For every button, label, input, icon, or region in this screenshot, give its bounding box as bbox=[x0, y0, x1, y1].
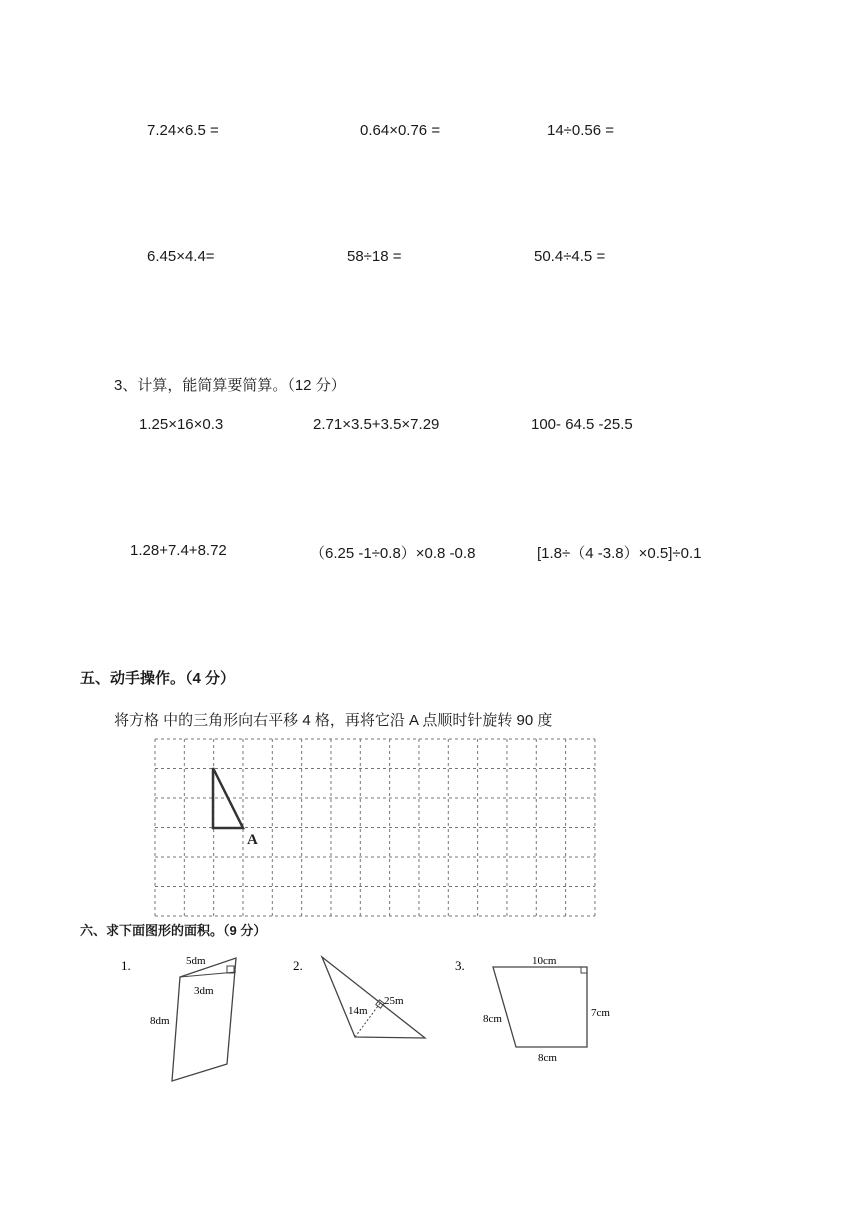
figure-1-height-label: 3dm bbox=[194, 985, 214, 997]
figure-1-side-label: 8dm bbox=[150, 1015, 170, 1027]
part3-title: 3、计算，能简算要简算。（12 分） bbox=[114, 377, 346, 394]
figure-2-side-label: 25m bbox=[384, 995, 404, 1007]
calc-item: 100- 64.5 -25.5 bbox=[531, 416, 633, 433]
right-angle-mark bbox=[581, 967, 587, 973]
figure-2-height-label: 14m bbox=[348, 1005, 368, 1017]
triangle-figure bbox=[322, 957, 425, 1038]
section5-title: 五、动手操作。（4 分） bbox=[80, 670, 236, 687]
calc-item: 58÷18 = bbox=[347, 248, 402, 265]
calc-item: 7.24×6.5 = bbox=[147, 122, 219, 139]
calc-item: [1.8÷（4 -3.8）×0.5]÷0.1 bbox=[537, 545, 702, 562]
figure-3-right-label: 7cm bbox=[591, 1007, 610, 1019]
figure-1-top-label: 5dm bbox=[186, 955, 206, 967]
calc-item: 14÷0.56 = bbox=[547, 122, 615, 139]
point-a-label: A bbox=[247, 832, 258, 848]
calc-item: 1.28+7.4+8.72 bbox=[130, 542, 227, 559]
calc-item: 1.25×16×0.3 bbox=[139, 416, 224, 433]
calc-item: 2.71×3.5+3.5×7.29 bbox=[313, 416, 440, 433]
calc-item: （6.25 -1÷0.8）×0.8 -0.8 bbox=[310, 545, 476, 562]
trapezoid-shape bbox=[493, 967, 587, 1047]
section5-instruction: 将方格 中的三角形向右平移 4 格，再将它沿 A 点顺时针旋转 90 度 bbox=[114, 712, 553, 729]
figure-2-number: 2. bbox=[293, 958, 303, 973]
figure-3-left-label: 8cm bbox=[483, 1013, 502, 1025]
figure-3-number: 3. bbox=[455, 958, 465, 973]
figure-3-top-label: 10cm bbox=[532, 955, 557, 967]
figure-1-number: 1. bbox=[121, 958, 131, 973]
section6-title: 六、求下面图形的面积。（9 分） bbox=[80, 923, 267, 938]
figure-3-bottom-label: 8cm bbox=[538, 1052, 557, 1064]
calc-item: 50.4÷4.5 = bbox=[534, 248, 606, 265]
calc-item: 0.64×0.76 = bbox=[360, 122, 441, 139]
calc-item: 6.45×4.4= bbox=[147, 248, 215, 265]
